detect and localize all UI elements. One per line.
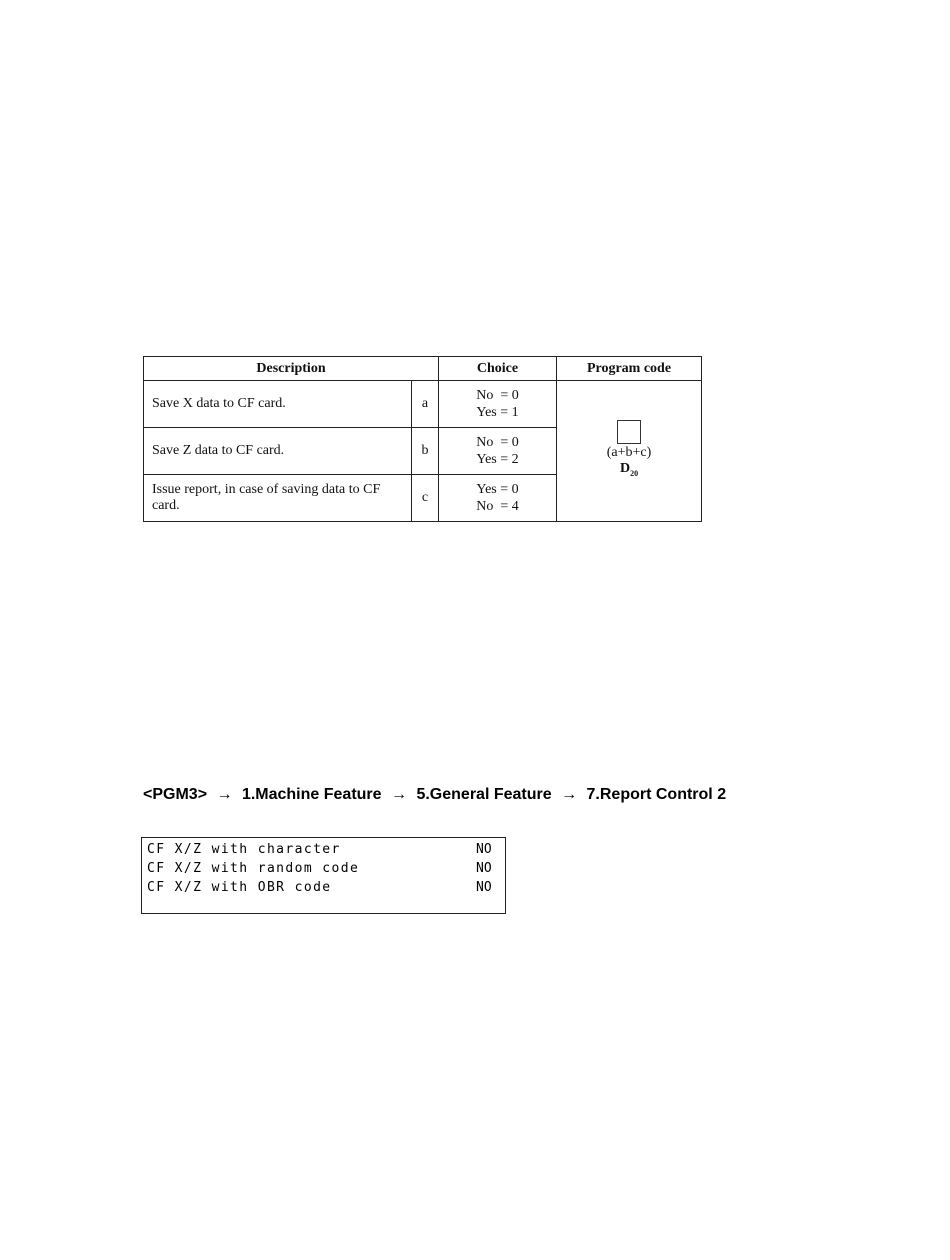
row-description: Save X data to CF card. bbox=[144, 381, 412, 428]
header-description: Description bbox=[144, 357, 439, 381]
arrow-icon: → bbox=[216, 786, 233, 803]
program-code-register bbox=[557, 461, 701, 482]
table-header-row bbox=[144, 357, 702, 381]
choice-option: Yes = 0 bbox=[476, 482, 519, 497]
lcd-setting-row[interactable] bbox=[142, 859, 505, 878]
choice-option: No = 0 bbox=[476, 388, 519, 403]
program-code-entry-box bbox=[617, 420, 641, 444]
lcd-screen bbox=[141, 837, 506, 914]
choice-option: No = 4 bbox=[476, 499, 519, 514]
header-choice: Choice bbox=[439, 357, 557, 381]
row-choices bbox=[439, 475, 557, 522]
lcd-setting-label: CF X/Z with character bbox=[147, 842, 341, 857]
arrow-icon: → bbox=[391, 786, 407, 803]
lcd-setting-row[interactable] bbox=[142, 840, 505, 859]
row-description: Save Z data to CF card. bbox=[144, 428, 412, 475]
program-code-cell bbox=[557, 381, 702, 522]
register-number: 20 bbox=[630, 468, 639, 478]
program-code-formula: (a+b+c) bbox=[606, 445, 652, 461]
row-key: c bbox=[412, 475, 439, 522]
header-program-code: Program code bbox=[557, 357, 702, 381]
choice-option: No = 0 bbox=[476, 435, 519, 450]
register-letter: D bbox=[619, 461, 631, 477]
choice-option: Yes = 1 bbox=[476, 405, 519, 420]
lcd-setting-label: CF X/Z with random code bbox=[147, 861, 360, 876]
choice-option: Yes = 2 bbox=[476, 452, 519, 467]
row-choices bbox=[439, 381, 557, 428]
arrow-icon: → bbox=[561, 786, 578, 803]
lcd-setting-row[interactable] bbox=[142, 878, 505, 897]
parameter-table bbox=[143, 356, 702, 522]
row-description: Issue report, in case of saving data to CF card. bbox=[144, 475, 412, 522]
menu-path bbox=[143, 786, 726, 804]
lcd-setting-value: NO bbox=[476, 880, 492, 895]
row-choices bbox=[439, 428, 557, 475]
menu-step: 1.Machine Feature bbox=[241, 786, 382, 803]
row-key: a bbox=[412, 381, 439, 428]
menu-step: 5.General Feature bbox=[416, 786, 552, 803]
menu-step: 7.Report Control 2 bbox=[586, 786, 727, 803]
lcd-setting-value: NO bbox=[476, 861, 492, 876]
menu-root: <PGM3> bbox=[143, 786, 208, 803]
lcd-setting-value: NO bbox=[476, 842, 492, 857]
table-row bbox=[144, 381, 702, 428]
lcd-setting-label: CF X/Z with OBR code bbox=[147, 880, 332, 895]
row-key: b bbox=[412, 428, 439, 475]
